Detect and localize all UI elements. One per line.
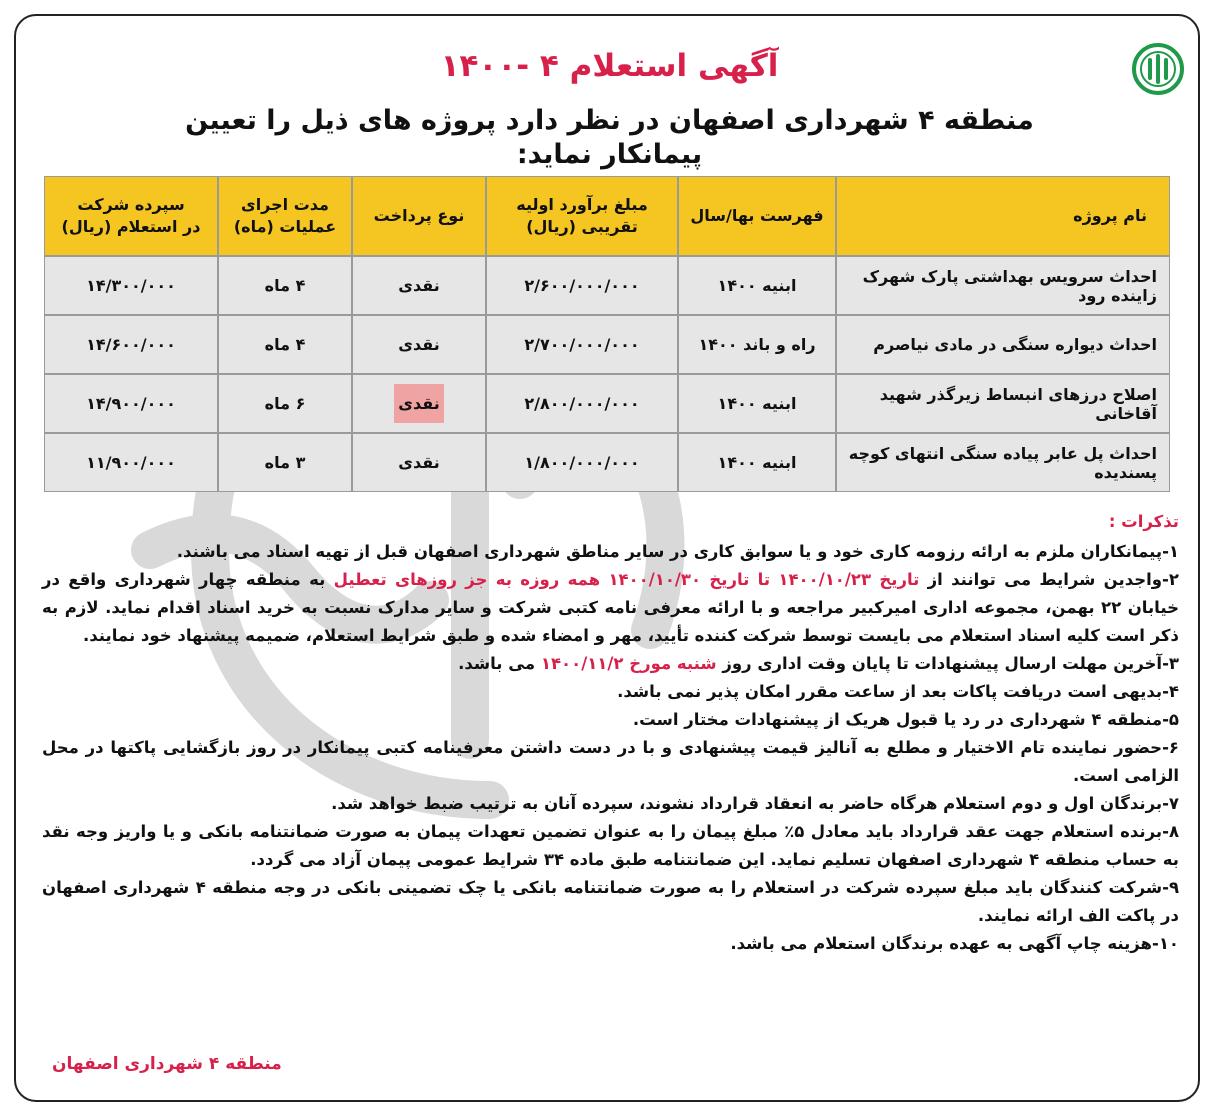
note-2-part-a: ۲-واجدین شرایط می توانند از bbox=[919, 570, 1179, 589]
table-row bbox=[44, 256, 1170, 315]
cell-duration: ۴ ماه bbox=[218, 315, 352, 374]
cell-estimate: ۲/۷۰۰/۰۰۰/۰۰۰ bbox=[486, 315, 678, 374]
cell-deposit: ۱۱/۹۰۰/۰۰۰ bbox=[44, 433, 218, 492]
col-duration-header-line2: عملیات (ماه) bbox=[233, 217, 337, 236]
projects-table bbox=[44, 176, 1170, 492]
col-deposit-header bbox=[44, 176, 218, 256]
notes-section bbox=[42, 508, 1179, 958]
cell-estimate: ۱/۸۰۰/۰۰۰/۰۰۰ bbox=[486, 433, 678, 492]
note-2-date-range: تاریخ ۱۴۰۰/۱۰/۲۳ تا تاریخ ۱۴۰۰/۱۰/۳۰ همه روزه به جز روزهای تعطیل bbox=[333, 570, 920, 589]
note-2 bbox=[42, 566, 1179, 650]
cell-project: احداث سرویس بهداشتی پارک شهرک زاینده رود bbox=[836, 256, 1170, 315]
cell-estimate: ۲/۶۰۰/۰۰۰/۰۰۰ bbox=[486, 256, 678, 315]
cell-price-list: ابنیه ۱۴۰۰ bbox=[678, 433, 836, 492]
cell-duration: ۳ ماه bbox=[218, 433, 352, 492]
col-duration-header bbox=[218, 176, 352, 256]
note-3-deadline: شنبه مورخ ۱۴۰۰/۱۱/۲ bbox=[540, 654, 717, 673]
cell-duration: ۴ ماه bbox=[218, 256, 352, 315]
cell-deposit: ۱۴/۳۰۰/۰۰۰ bbox=[44, 256, 218, 315]
col-payment-header: نوع پرداخت bbox=[352, 176, 486, 256]
note-3 bbox=[42, 650, 1179, 678]
cell-duration: ۶ ماه bbox=[218, 374, 352, 433]
cell-payment: نقدی bbox=[352, 256, 486, 315]
col-deposit-header-line1: سپرده شرکت bbox=[77, 195, 185, 214]
note-3-part-a: ۳-آخرین مهلت ارسال پیشنهادات تا پایان وقت اداری روز bbox=[716, 654, 1179, 673]
cell-payment: نقدی bbox=[352, 433, 486, 492]
note-4: ۴-بدیهی است دریافت پاکات بعد از ساعت مقرر امکان پذیر نمی باشد. bbox=[617, 682, 1179, 701]
notice-subtitle: منطقه ۴ شهرداری اصفهان در نظر دارد پروژه های ذیل را تعیین پیمانکار نماید: bbox=[185, 105, 1034, 170]
col-estimate-header-line2: تقریبی (ریال) bbox=[526, 217, 638, 236]
notice-title: آگهی استعلام ۴ -۱۴۰۰ bbox=[440, 48, 779, 84]
cell-payment: نقدی bbox=[352, 315, 486, 374]
cell-price-list: ابنیه ۱۴۰۰ bbox=[678, 374, 836, 433]
note-3-part-b: می باشد. bbox=[458, 654, 541, 673]
cell-project: احداث پل عابر پیاده سنگی انتهای کوچه پسندیده bbox=[836, 433, 1170, 492]
note-9: ۹-شرکت کنندگان باید مبلغ سپرده شرکت در استعلام را به صورت ضمانتنامه بانکی یا چک تضمینی بانکی در وجه منطقه ۴ شهرداری اصفهان در پاکت الف ارائه نمایند. bbox=[42, 878, 1180, 925]
table-row bbox=[44, 374, 1170, 433]
table-row bbox=[44, 433, 1170, 492]
table-row bbox=[44, 315, 1170, 374]
cell-payment bbox=[352, 374, 486, 433]
note-5: ۵-منطقه ۴ شهرداری در رد یا قبول هریک از پیشنهادات مختار است. bbox=[632, 710, 1179, 729]
note-8: ۸-برنده استعلام جهت عقد قرارداد باید معادل ۵٪ مبلغ پیمان را به عنوان تضمین تعهدات پیمان به صورت ضمانتنامه بانکی و یا واریز وجه نقد به حساب منطقه ۴ شهرداری اصفهان تسلیم نماید. این ضمانتنامه طبق ماده ۳۴ شرایط عمومی پیمان آزاد می گردد. bbox=[42, 822, 1180, 869]
col-deposit-header-line2: در استعلام (ریال) bbox=[61, 217, 201, 236]
note-2-part-b: به منطقه چهار شهرداری واقع در خیابان ۲۲ بهمن، مجموعه اداری امیرکبیر مراجعه و با ارائه معرفی نامه کتبی شرکت و سایر مدارک نسبت به خرید اسناد اقدام نماید. لازم به ذکر است کلیه اسناد استعلام می بایست توسط شرکت کننده تأیید، مهر و امضاء شده و طبق شرایط استعلام، ضمیمه پیشنهاد خود نمایند. bbox=[42, 570, 1179, 645]
cell-project: احداث دیواره سنگی در مادی نیاصرم bbox=[836, 315, 1170, 374]
col-estimate-header bbox=[486, 176, 678, 256]
note-10: ۱۰-هزینه چاپ آگهی به عهده برندگان استعلام می باشد. bbox=[730, 934, 1179, 953]
col-duration-header-line1: مدت اجرای bbox=[241, 195, 329, 214]
col-estimate-header-line1: مبلغ برآورد اولیه bbox=[516, 195, 648, 214]
cell-price-list: ابنیه ۱۴۰۰ bbox=[678, 256, 836, 315]
cell-estimate: ۲/۸۰۰/۰۰۰/۰۰۰ bbox=[486, 374, 678, 433]
cell-project: اصلاح درزهای انبساط زیرگذر شهید آقاخانی bbox=[836, 374, 1170, 433]
table-header-row bbox=[44, 176, 1170, 256]
note-1: ۱-پیمانکاران ملزم به ارائه رزومه کاری خود و یا سوابق کاری در سایر مناطق شهرداری اصفهان قبل از تهیه اسناد می باشند. bbox=[176, 542, 1179, 561]
note-7: ۷-برندگان اول و دوم استعلام هرگاه حاضر به انعقاد قرارداد نشوند، سپرده آنان به ترتیب ضبط خواهد شد. bbox=[331, 794, 1179, 813]
col-project-header: نام پروژه bbox=[836, 176, 1170, 256]
issuer-signature: منطقه ۴ شهرداری اصفهان bbox=[52, 1054, 282, 1074]
cell-price-list: راه و باند ۱۴۰۰ bbox=[678, 315, 836, 374]
cell-deposit: ۱۴/۶۰۰/۰۰۰ bbox=[44, 315, 218, 374]
cell-deposit: ۱۴/۹۰۰/۰۰۰ bbox=[44, 374, 218, 433]
note-6: ۶-حضور نماینده تام الاختیار و مطلع به آنالیز قیمت پیشنهادی و با در دست داشتن معرفینامه کتبی پیمانکار در روز بازگشایی پاکتها در محل الزامی است. bbox=[42, 738, 1179, 785]
cell-payment-highlighted: نقدی bbox=[394, 384, 443, 423]
notes-heading: تذکرات : bbox=[1108, 512, 1179, 531]
col-price-list-header: فهرست بها/سال bbox=[678, 176, 836, 256]
